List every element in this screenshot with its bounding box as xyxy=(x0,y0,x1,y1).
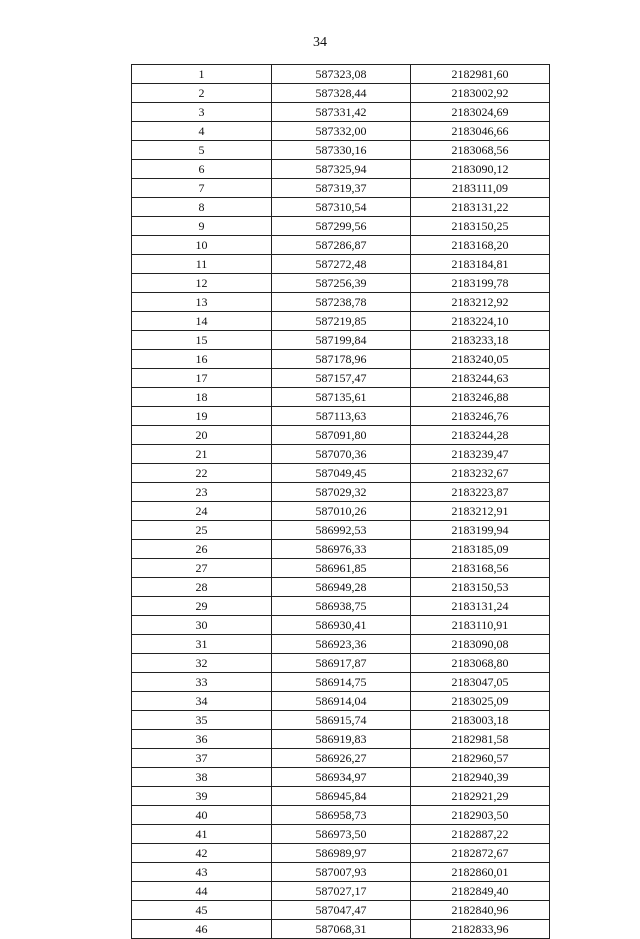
x-coordinate-cell: 587135,61 xyxy=(272,388,411,407)
point-number-cell: 39 xyxy=(132,787,272,806)
table-row xyxy=(132,217,550,236)
point-number-cell: 16 xyxy=(132,350,272,369)
point-number-cell: 37 xyxy=(132,749,272,768)
x-coordinate-cell: 587299,56 xyxy=(272,217,411,236)
y-coordinate-cell: 2183111,09 xyxy=(411,179,550,198)
table-row xyxy=(132,274,550,293)
y-coordinate-cell: 2183244,63 xyxy=(411,369,550,388)
table-row xyxy=(132,559,550,578)
table-row xyxy=(132,673,550,692)
point-number-cell: 19 xyxy=(132,407,272,426)
x-coordinate-cell: 587331,42 xyxy=(272,103,411,122)
y-coordinate-cell: 2183239,47 xyxy=(411,445,550,464)
point-number-cell: 20 xyxy=(132,426,272,445)
x-coordinate-cell: 587219,85 xyxy=(272,312,411,331)
point-number-cell: 33 xyxy=(132,673,272,692)
table-row xyxy=(132,179,550,198)
y-coordinate-cell: 2183090,12 xyxy=(411,160,550,179)
x-coordinate-cell: 586945,84 xyxy=(272,787,411,806)
y-coordinate-cell: 2183224,10 xyxy=(411,312,550,331)
x-coordinate-cell: 587238,78 xyxy=(272,293,411,312)
table-row xyxy=(132,597,550,616)
y-coordinate-cell: 2183212,91 xyxy=(411,502,550,521)
y-coordinate-cell: 2182872,67 xyxy=(411,844,550,863)
y-coordinate-cell: 2183150,25 xyxy=(411,217,550,236)
point-number-cell: 10 xyxy=(132,236,272,255)
point-number-cell: 36 xyxy=(132,730,272,749)
point-number-cell: 7 xyxy=(132,179,272,198)
table-row xyxy=(132,141,550,160)
y-coordinate-cell: 2182903,50 xyxy=(411,806,550,825)
table-row xyxy=(132,540,550,559)
table-row xyxy=(132,920,550,939)
point-number-cell: 21 xyxy=(132,445,272,464)
table-row xyxy=(132,312,550,331)
point-number-cell: 22 xyxy=(132,464,272,483)
x-coordinate-cell: 587027,17 xyxy=(272,882,411,901)
point-number-cell: 31 xyxy=(132,635,272,654)
x-coordinate-cell: 586930,41 xyxy=(272,616,411,635)
y-coordinate-cell: 2183131,24 xyxy=(411,597,550,616)
y-coordinate-cell: 2183110,91 xyxy=(411,616,550,635)
x-coordinate-cell: 586973,50 xyxy=(272,825,411,844)
point-number-cell: 4 xyxy=(132,122,272,141)
table-row xyxy=(132,122,550,141)
x-coordinate-cell: 586926,27 xyxy=(272,749,411,768)
x-coordinate-cell: 586915,74 xyxy=(272,711,411,730)
point-number-cell: 43 xyxy=(132,863,272,882)
table-row xyxy=(132,502,550,521)
y-coordinate-cell: 2182940,39 xyxy=(411,768,550,787)
x-coordinate-cell: 586976,33 xyxy=(272,540,411,559)
point-number-cell: 9 xyxy=(132,217,272,236)
point-number-cell: 35 xyxy=(132,711,272,730)
point-number-cell: 8 xyxy=(132,198,272,217)
y-coordinate-cell: 2183184,81 xyxy=(411,255,550,274)
y-coordinate-cell: 2183046,66 xyxy=(411,122,550,141)
table-row xyxy=(132,692,550,711)
table-row xyxy=(132,825,550,844)
point-number-cell: 12 xyxy=(132,274,272,293)
y-coordinate-cell: 2183150,53 xyxy=(411,578,550,597)
table-row xyxy=(132,293,550,312)
x-coordinate-cell: 587010,26 xyxy=(272,502,411,521)
point-number-cell: 29 xyxy=(132,597,272,616)
y-coordinate-cell: 2183025,09 xyxy=(411,692,550,711)
table-row xyxy=(132,369,550,388)
table-row xyxy=(132,388,550,407)
table-row xyxy=(132,255,550,274)
table-row xyxy=(132,426,550,445)
y-coordinate-cell: 2183246,76 xyxy=(411,407,550,426)
x-coordinate-cell: 586992,53 xyxy=(272,521,411,540)
coordinates-table-body xyxy=(132,65,550,939)
table-row xyxy=(132,103,550,122)
y-coordinate-cell: 2182981,60 xyxy=(411,65,550,84)
table-row xyxy=(132,350,550,369)
y-coordinate-cell: 2182981,58 xyxy=(411,730,550,749)
x-coordinate-cell: 587319,37 xyxy=(272,179,411,198)
point-number-cell: 28 xyxy=(132,578,272,597)
x-coordinate-cell: 587047,47 xyxy=(272,901,411,920)
x-coordinate-cell: 587286,87 xyxy=(272,236,411,255)
y-coordinate-cell: 2183244,28 xyxy=(411,426,550,445)
x-coordinate-cell: 587091,80 xyxy=(272,426,411,445)
table-row xyxy=(132,521,550,540)
x-coordinate-cell: 587325,94 xyxy=(272,160,411,179)
table-row xyxy=(132,730,550,749)
point-number-cell: 1 xyxy=(132,65,272,84)
x-coordinate-cell: 587256,39 xyxy=(272,274,411,293)
x-coordinate-cell: 587068,31 xyxy=(272,920,411,939)
x-coordinate-cell: 587178,96 xyxy=(272,350,411,369)
y-coordinate-cell: 2183199,94 xyxy=(411,521,550,540)
x-coordinate-cell: 586914,04 xyxy=(272,692,411,711)
table-row xyxy=(132,331,550,350)
point-number-cell: 38 xyxy=(132,768,272,787)
table-row xyxy=(132,711,550,730)
x-coordinate-cell: 586989,97 xyxy=(272,844,411,863)
table-row xyxy=(132,901,550,920)
point-number-cell: 27 xyxy=(132,559,272,578)
x-coordinate-cell: 586961,85 xyxy=(272,559,411,578)
table-row xyxy=(132,844,550,863)
y-coordinate-cell: 2182921,29 xyxy=(411,787,550,806)
point-number-cell: 17 xyxy=(132,369,272,388)
point-number-cell: 23 xyxy=(132,483,272,502)
point-number-cell: 44 xyxy=(132,882,272,901)
table-row xyxy=(132,65,550,84)
table-row xyxy=(132,198,550,217)
point-number-cell: 41 xyxy=(132,825,272,844)
table-row xyxy=(132,654,550,673)
point-number-cell: 11 xyxy=(132,255,272,274)
x-coordinate-cell: 586938,75 xyxy=(272,597,411,616)
y-coordinate-cell: 2182840,96 xyxy=(411,901,550,920)
y-coordinate-cell: 2182887,22 xyxy=(411,825,550,844)
x-coordinate-cell: 587007,93 xyxy=(272,863,411,882)
point-number-cell: 25 xyxy=(132,521,272,540)
x-coordinate-cell: 586923,36 xyxy=(272,635,411,654)
y-coordinate-cell: 2183068,80 xyxy=(411,654,550,673)
y-coordinate-cell: 2183024,69 xyxy=(411,103,550,122)
point-number-cell: 46 xyxy=(132,920,272,939)
table-row xyxy=(132,160,550,179)
x-coordinate-cell: 587049,45 xyxy=(272,464,411,483)
y-coordinate-cell: 2182960,57 xyxy=(411,749,550,768)
point-number-cell: 2 xyxy=(132,84,272,103)
x-coordinate-cell: 586919,83 xyxy=(272,730,411,749)
point-number-cell: 32 xyxy=(132,654,272,673)
y-coordinate-cell: 2183068,56 xyxy=(411,141,550,160)
table-row xyxy=(132,445,550,464)
x-coordinate-cell: 587157,47 xyxy=(272,369,411,388)
y-coordinate-cell: 2183168,56 xyxy=(411,559,550,578)
point-number-cell: 3 xyxy=(132,103,272,122)
x-coordinate-cell: 586917,87 xyxy=(272,654,411,673)
y-coordinate-cell: 2183199,78 xyxy=(411,274,550,293)
y-coordinate-cell: 2183131,22 xyxy=(411,198,550,217)
table-row xyxy=(132,236,550,255)
point-number-cell: 14 xyxy=(132,312,272,331)
table-row xyxy=(132,84,550,103)
table-row xyxy=(132,635,550,654)
x-coordinate-cell: 587323,08 xyxy=(272,65,411,84)
table-row xyxy=(132,787,550,806)
y-coordinate-cell: 2183047,05 xyxy=(411,673,550,692)
table-row xyxy=(132,616,550,635)
x-coordinate-cell: 587113,63 xyxy=(272,407,411,426)
y-coordinate-cell: 2183240,05 xyxy=(411,350,550,369)
y-coordinate-cell: 2183090,08 xyxy=(411,635,550,654)
x-coordinate-cell: 586934,97 xyxy=(272,768,411,787)
table-row xyxy=(132,749,550,768)
page-number: 34 xyxy=(313,35,327,50)
point-number-cell: 26 xyxy=(132,540,272,559)
point-number-cell: 6 xyxy=(132,160,272,179)
y-coordinate-cell: 2183002,92 xyxy=(411,84,550,103)
point-number-cell: 18 xyxy=(132,388,272,407)
y-coordinate-cell: 2183246,88 xyxy=(411,388,550,407)
x-coordinate-cell: 587332,00 xyxy=(272,122,411,141)
table-row xyxy=(132,407,550,426)
y-coordinate-cell: 2182849,40 xyxy=(411,882,550,901)
y-coordinate-cell: 2183233,18 xyxy=(411,331,550,350)
x-coordinate-cell: 587199,84 xyxy=(272,331,411,350)
x-coordinate-cell: 587272,48 xyxy=(272,255,411,274)
table-row xyxy=(132,863,550,882)
point-number-cell: 42 xyxy=(132,844,272,863)
table-row xyxy=(132,578,550,597)
point-number-cell: 34 xyxy=(132,692,272,711)
x-coordinate-cell: 586958,73 xyxy=(272,806,411,825)
x-coordinate-cell: 586949,28 xyxy=(272,578,411,597)
point-number-cell: 40 xyxy=(132,806,272,825)
table-row xyxy=(132,882,550,901)
y-coordinate-cell: 2183212,92 xyxy=(411,293,550,312)
y-coordinate-cell: 2183185,09 xyxy=(411,540,550,559)
x-coordinate-cell: 587310,54 xyxy=(272,198,411,217)
table-row xyxy=(132,806,550,825)
point-number-cell: 30 xyxy=(132,616,272,635)
table-row xyxy=(132,464,550,483)
point-number-cell: 24 xyxy=(132,502,272,521)
x-coordinate-cell: 587029,32 xyxy=(272,483,411,502)
table-row xyxy=(132,483,550,502)
x-coordinate-cell: 587328,44 xyxy=(272,84,411,103)
y-coordinate-cell: 2183168,20 xyxy=(411,236,550,255)
x-coordinate-cell: 587330,16 xyxy=(272,141,411,160)
point-number-cell: 45 xyxy=(132,901,272,920)
x-coordinate-cell: 586914,75 xyxy=(272,673,411,692)
y-coordinate-cell: 2183232,67 xyxy=(411,464,550,483)
point-number-cell: 5 xyxy=(132,141,272,160)
x-coordinate-cell: 587070,36 xyxy=(272,445,411,464)
point-number-cell: 15 xyxy=(132,331,272,350)
coordinates-table xyxy=(131,64,550,939)
table-row xyxy=(132,768,550,787)
y-coordinate-cell: 2182860,01 xyxy=(411,863,550,882)
y-coordinate-cell: 2183223,87 xyxy=(411,483,550,502)
y-coordinate-cell: 2183003,18 xyxy=(411,711,550,730)
point-number-cell: 13 xyxy=(132,293,272,312)
y-coordinate-cell: 2182833,96 xyxy=(411,920,550,939)
